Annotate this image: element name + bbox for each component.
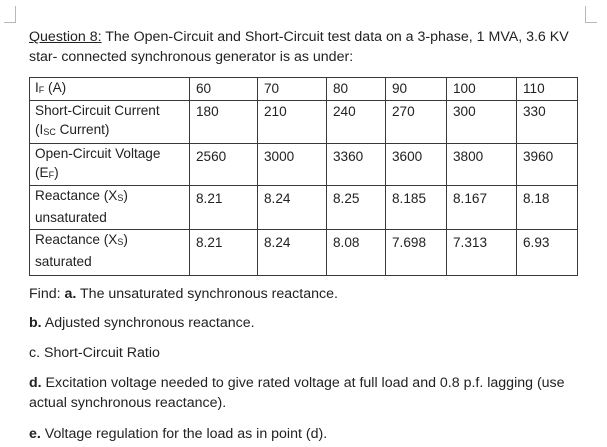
table-cell: 3360 [327, 144, 386, 186]
table-cell: 100 [447, 78, 517, 101]
table-row [30, 101, 578, 144]
table-cell: 90 [386, 78, 447, 101]
table-cell: 8.21 [190, 230, 258, 276]
table-cell: 8.24 [258, 230, 327, 276]
row-header-field-current: $I_F$ (A) [30, 78, 190, 101]
find-item-c: c. Short-Circuit Ratio [29, 345, 160, 361]
row-header-reactance-saturated: Reactance $(X_S)$ saturated [30, 230, 190, 276]
table-cell: 80 [327, 78, 386, 101]
row-header-short-circuit-current: Short-Circuit Current ($I_{SC}$ Current) [30, 101, 190, 144]
table-cell: 8.08 [327, 230, 386, 276]
table-cell: 300 [447, 101, 517, 144]
table-row [30, 186, 578, 230]
table-cell: 8.185 [386, 186, 447, 230]
find-item-b: b. Adjusted synchronous reactance. [29, 315, 255, 331]
table-cell: 2560 [190, 144, 258, 186]
row-header-open-circuit-voltage: Open-Circuit Voltage $(E_F)$ [30, 144, 190, 186]
table-cell: 70 [258, 78, 327, 101]
question-statement [29, 27, 589, 67]
question-label: Question 8: [29, 29, 102, 45]
table-row [30, 230, 578, 276]
table-cell: 6.93 [517, 230, 578, 276]
page-corner-mark-left [4, 6, 16, 23]
table-cell: 210 [258, 101, 327, 144]
page-corner-mark-right [585, 6, 597, 23]
table-cell: 7.313 [447, 230, 517, 276]
table-cell: 8.18 [517, 186, 578, 230]
row-header-reactance-unsaturated: Reactance $(X_S)$ unsaturated [30, 186, 190, 230]
table-cell: 7.698 [386, 230, 447, 276]
find-item-e: e. Voltage regulation for the load as in point (d). [29, 426, 328, 442]
table-cell: 8.25 [327, 186, 386, 230]
find-item-a: Find: a. The unsaturated synchronous reactance. [29, 286, 338, 302]
table-cell: 3960 [517, 144, 578, 186]
table-cell: 180 [190, 101, 258, 144]
question-text: The Open-Circuit and Short-Circuit test data on a 3-phase, 1 MVA, 3.6 KV star- connected synchronous generator is as under: [29, 29, 569, 65]
table-cell: 8.167 [447, 186, 517, 230]
table-cell: 8.21 [190, 186, 258, 230]
table-cell: 270 [386, 101, 447, 144]
test-data-table [29, 77, 578, 276]
table-cell: 8.24 [258, 186, 327, 230]
table-cell: 60 [190, 78, 258, 101]
table-cell: 3000 [258, 144, 327, 186]
table-cell: 3800 [447, 144, 517, 186]
table-cell: 110 [517, 78, 578, 101]
table-row [30, 78, 578, 101]
find-item-d: d. Excitation voltage needed to give rated voltage at full load and 0.8 p.f. lagging (use actual synchronous reactance). [29, 375, 565, 411]
table-cell: 240 [327, 101, 386, 144]
table-cell: 330 [517, 101, 578, 144]
table-cell: 3600 [386, 144, 447, 186]
table-row [30, 144, 578, 186]
